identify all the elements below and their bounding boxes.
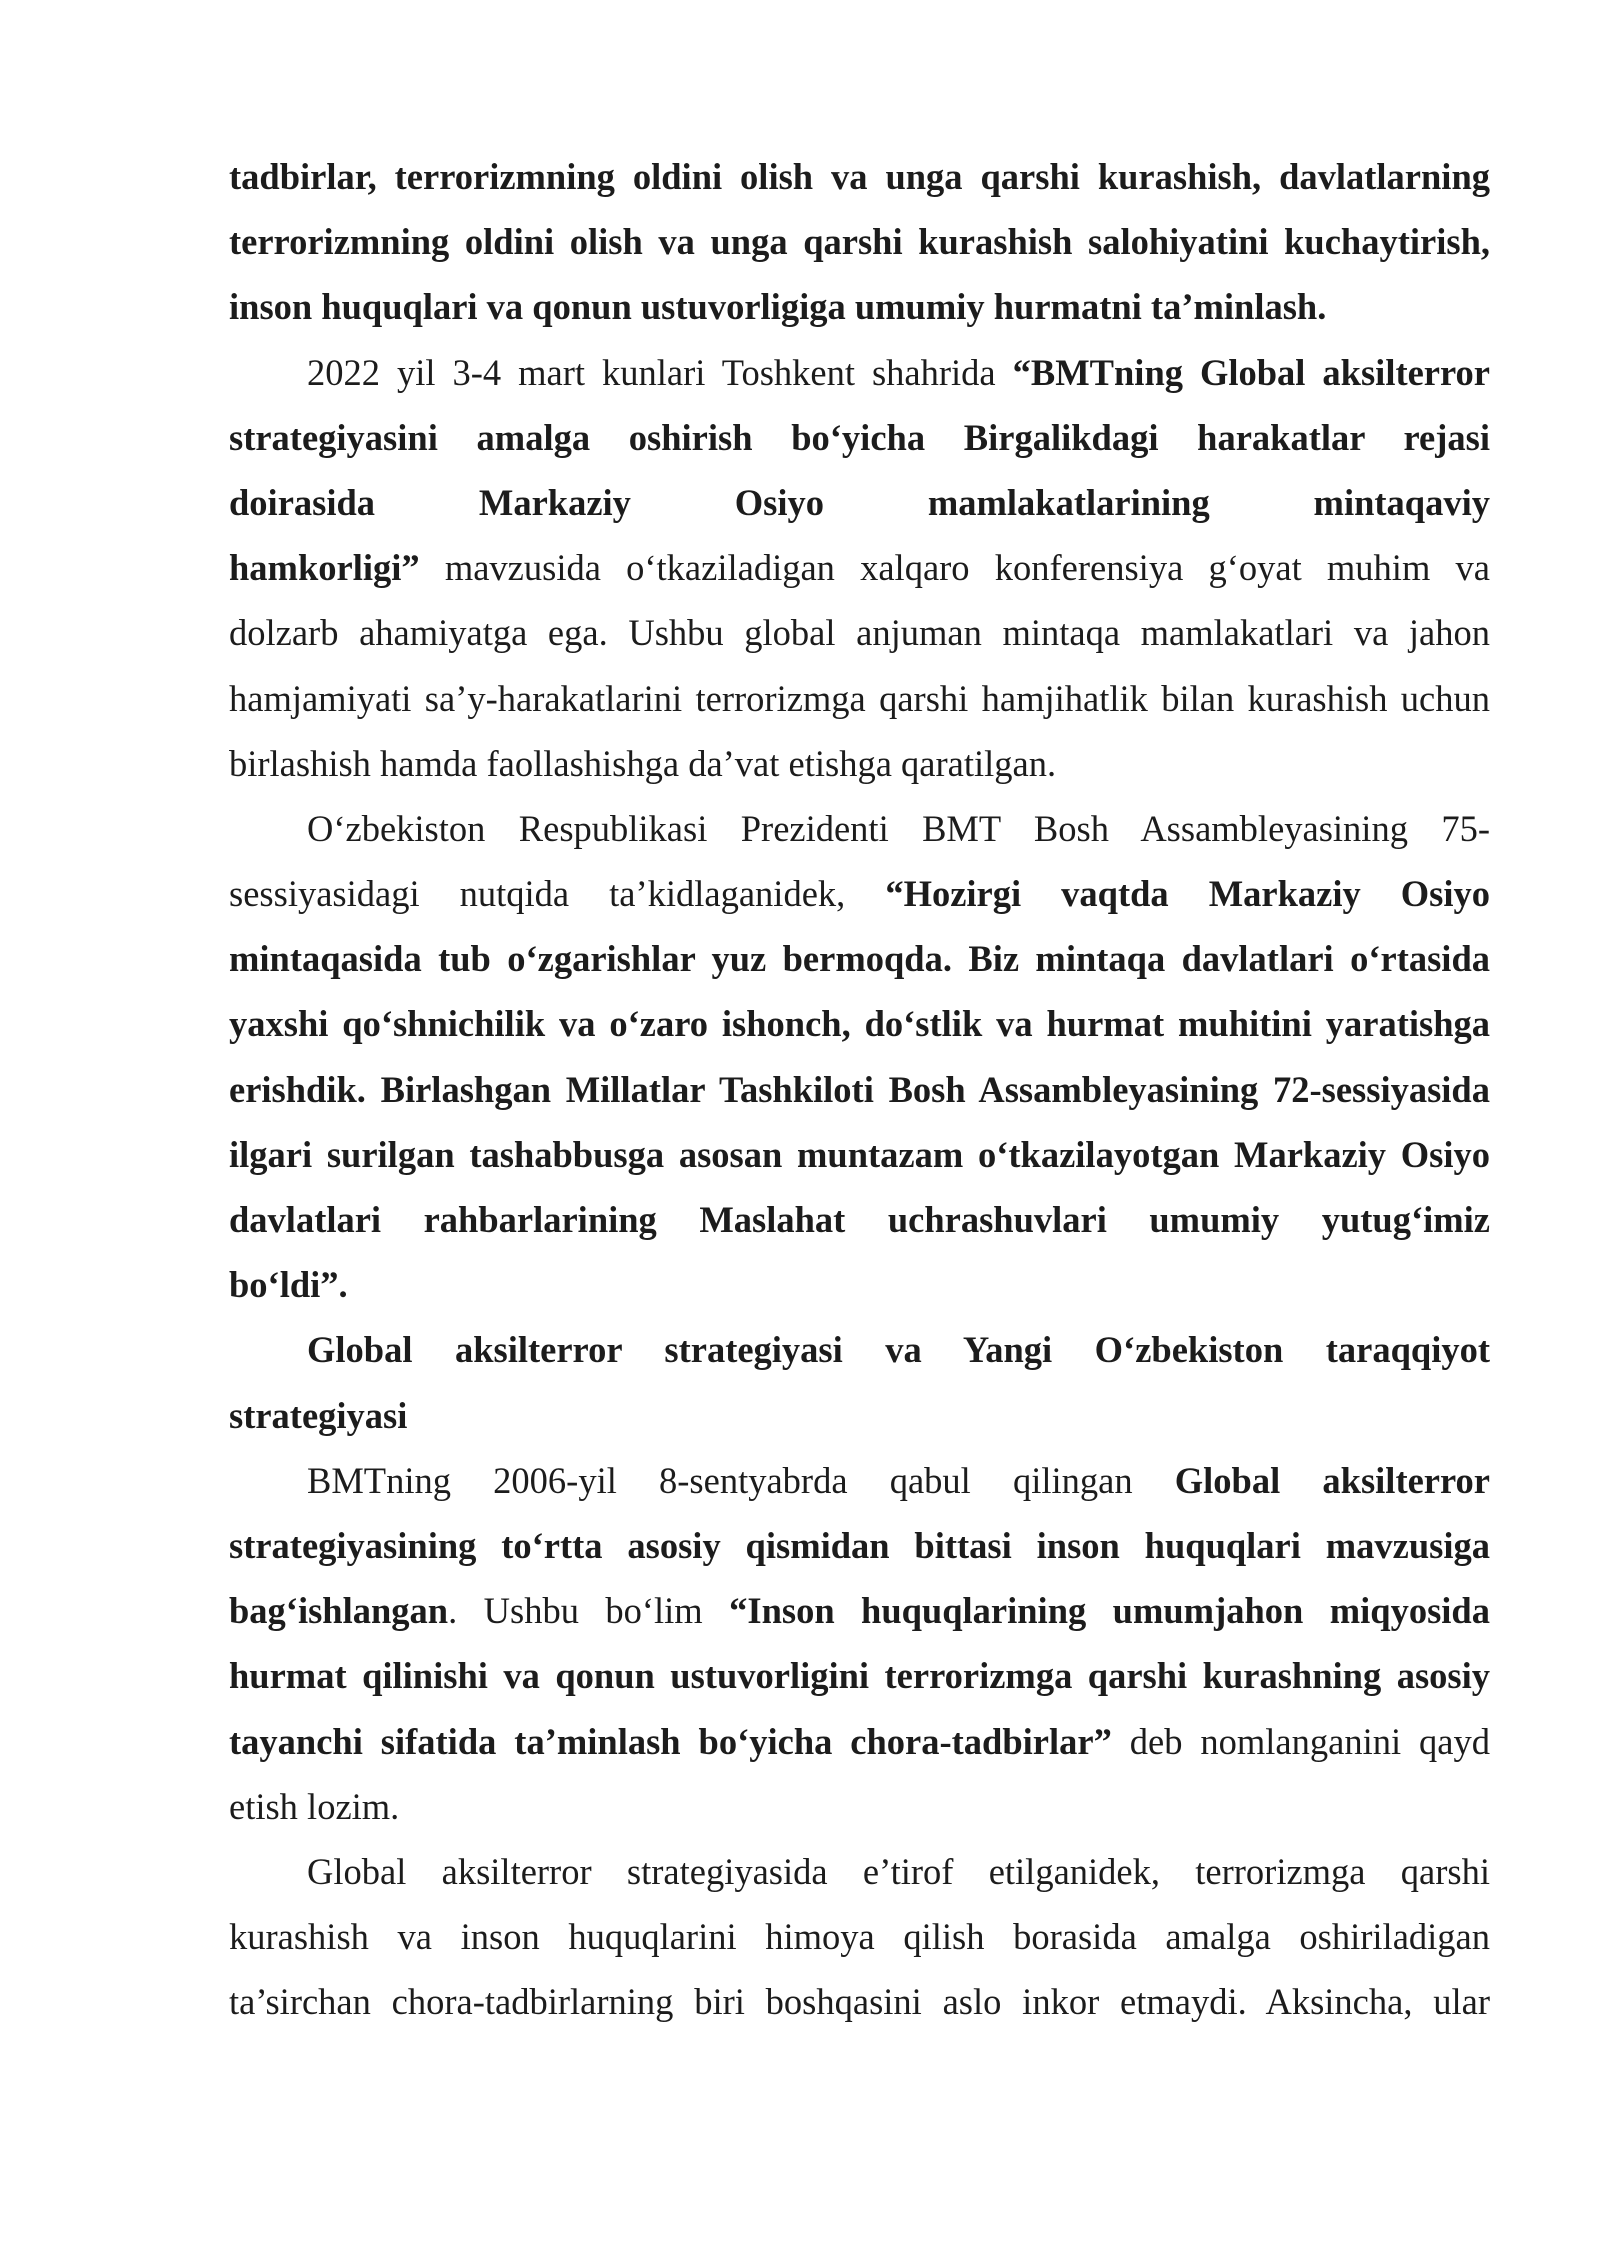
text-line <box>229 1578 1490 1643</box>
text-run: O‘zbekiston Respublikasi Prezidenti BMT Bosh Assambleyasining 75- <box>307 807 1490 849</box>
bold-text: bo‘ldi”. <box>229 1264 348 1306</box>
text-line <box>229 1122 1490 1187</box>
paragraph <box>229 144 1490 340</box>
bold-text: strategiyasi <box>229 1394 408 1436</box>
bold-text: yaxshi qo‘shnichilik va o‘zaro ishonch, do‘stlik va hurmat muhitini yaratishga <box>229 1003 1490 1045</box>
text-line <box>229 1317 1490 1382</box>
bold-text: doirasida Markaziy Osiyo mamlakatlarining mintaqaviy <box>229 481 1490 523</box>
text-line <box>229 1643 1490 1708</box>
text-line <box>229 600 1490 665</box>
bold-text: “BMTning Global aksilterror <box>1012 351 1491 393</box>
text-line <box>229 1448 1490 1513</box>
section-heading <box>229 1317 1490 1447</box>
text-run: ta’sirchan chora-tadbirlarning biri boshqasini aslo inkor etmaydi. Aksincha, ular <box>229 1981 1490 2023</box>
bold-text: tayanchi sifatida ta’minlash bo‘yicha chora-tadbirlar” <box>229 1720 1112 1762</box>
paragraph <box>229 1448 1490 1839</box>
text-run: birlashish hamda faollashishga da’vat etishga qaratilgan. <box>229 742 1057 784</box>
text-run: BMTning 2006-yil 8-sentyabrda qabul qilingan <box>307 1459 1175 1501</box>
text-line <box>229 405 1490 470</box>
text-line <box>229 796 1490 861</box>
bold-text: hurmat qilinishi va qonun ustuvorligini terrorizmga qarshi kurashning asosiy <box>229 1655 1490 1697</box>
text-line <box>229 926 1490 991</box>
text-line <box>229 1969 1490 2034</box>
text-line <box>229 666 1490 731</box>
text-run: sessiyasidagi nutqida ta’kidlaganidek, <box>229 873 886 915</box>
text-line <box>229 1709 1490 1774</box>
text-line <box>229 1904 1490 1969</box>
text-line <box>229 1383 1490 1448</box>
text-line <box>229 1513 1490 1578</box>
text-line <box>229 731 1490 796</box>
bold-text: strategiyasining to‘rtta asosiy qismidan bittasi inson huquqlari mavzusiga <box>229 1524 1490 1566</box>
bold-text: hamkorligi” <box>229 547 420 589</box>
bold-text: tadbirlar, terrorizmning oldini olish va unga qarshi kurashish, davlatlarning <box>229 156 1490 197</box>
text-run: Global aksilterror strategiyasida e’tirof etilganidek, terrorizmga qarshi <box>307 1850 1490 1892</box>
text-line <box>229 1252 1490 1317</box>
paragraph <box>229 1839 1490 2035</box>
paragraph <box>229 340 1490 796</box>
text-line <box>229 209 1490 274</box>
text-run: . Ushbu bo‘lim <box>448 1590 730 1632</box>
bold-text: “Hozirgi vaqtda Markaziy Osiyo <box>885 873 1491 915</box>
text-run: kurashish va inson huquqlarini himoya qilish borasida amalga oshiriladigan <box>229 1916 1490 1958</box>
bold-text: davlatlari rahbarlarining Maslahat uchrashuvlari umumiy yutug‘imiz <box>229 1199 1490 1240</box>
text-line <box>229 470 1490 535</box>
text-run: mavzusida o‘tkaziladigan xalqaro konferensiya g‘oyat muhim va <box>419 547 1490 589</box>
text-line <box>229 991 1490 1056</box>
bold-text: mintaqasida tub o‘zgarishlar yuz bermoqda. Biz mintaqa davlatlari o‘rtasida <box>229 938 1490 980</box>
text-line <box>229 274 1490 339</box>
paragraph <box>229 796 1490 1318</box>
bold-text: terrorizmning oldini olish va unga qarshi kurashish salohiyatini kuchaytirish, <box>229 221 1490 263</box>
text-line <box>229 144 1490 209</box>
text-run: deb nomlanganini qayd <box>1111 1720 1490 1762</box>
bold-text: ilgari surilgan tashabbusga asosan muntazam o‘tkazilayotgan Markaziy Osiyo <box>229 1133 1490 1175</box>
bold-text: “Inson huquqlarining umumjahon miqyosida <box>729 1590 1490 1632</box>
text-line <box>229 340 1490 405</box>
bold-text: bag‘ishlangan <box>229 1590 449 1632</box>
text-line <box>229 1057 1490 1122</box>
text-line <box>229 861 1490 926</box>
text-run: hamjamiyati sa’y-harakatlarini terrorizmga qarshi hamjihatlik bilan kurashish uchun <box>229 677 1490 719</box>
bold-text: Global aksilterror <box>1174 1459 1490 1501</box>
document-body <box>229 144 1490 2034</box>
text-line <box>229 1839 1490 1904</box>
text-run: 2022 yil 3-4 mart kunlari Toshkent shahrida <box>307 351 1013 393</box>
text-run: dolzarb ahamiyatga ega. Ushbu global anjuman mintaqa mamlakatlari va jahon <box>229 612 1490 654</box>
bold-text: strategiyasini amalga oshirish bo‘yicha Birgalikdagi harakatlar rejasi <box>229 416 1490 458</box>
text-line <box>229 1187 1490 1252</box>
text-line <box>229 1774 1490 1839</box>
bold-text: Global aksilterror strategiyasi va Yangi O‘zbekiston taraqqiyot <box>307 1329 1490 1371</box>
bold-text: inson huquqlari va qonun ustuvorligiga umumiy hurmatni ta’minlash. <box>229 286 1327 328</box>
bold-text: erishdik. Birlashgan Millatlar Tashkiloti Bosh Assambleyasining 72-sessiyasida <box>229 1068 1490 1110</box>
text-run: etish lozim. <box>229 1785 400 1827</box>
text-line <box>229 535 1490 600</box>
